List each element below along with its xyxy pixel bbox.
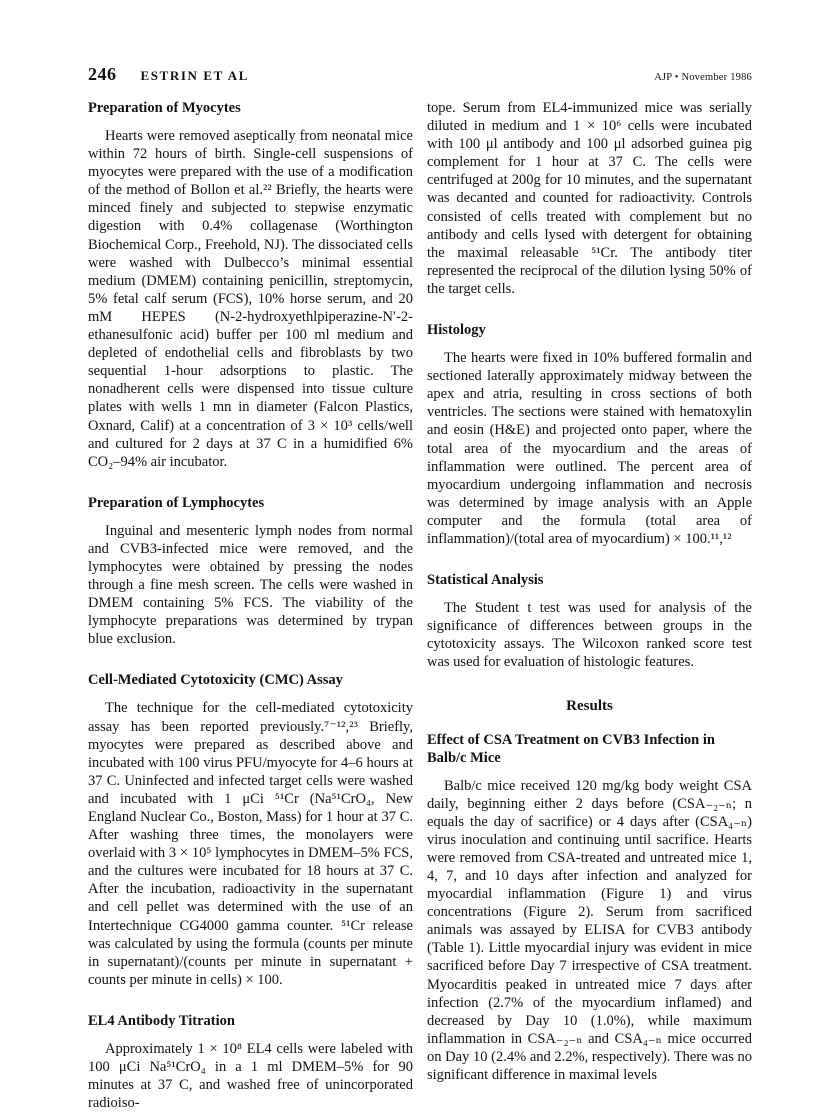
paragraph: Approximately 1 × 10⁸ EL4 cells were labeled with 100 μCi Na⁵¹CrO₄ in a 1 ml DMEM–5% for 90 minutes at 37 C, and washed free of unincorporated radioiso- <box>88 1040 413 1112</box>
section-heading: Cell-Mediated Cytotoxicity (CMC) Assay <box>88 672 343 689</box>
paragraph: The technique for the cell-mediated cytotoxicity assay has been reported previously.⁷⁻¹²,²³ Briefly, myocytes were prepared as described above and incubated with 100 virus PFU/myocyte for 4–6 hours at 37 C. Uninfected and infected target cells were washed and incubated with 1 μCi ⁵¹Cr (Na⁵¹CrO₄, New England Nuclear Co., Boston, Mass) for 1 hour at 37 C. After washing three times, the monolayers were overlaid with 3 × 10⁵ lymphocytes in DMEM–5% FCS, and the cultures were incubated for 18 hours at 37 C. After the incubation, radioactivity in the supernatant and cell pellet was determined with the use of an Intertechnique CG4000 gamma counter. ⁵¹Cr release was calculated by using the formula (counts per minute in supernatant)/(counts per minute in supernatant + counts per minute in cells) × 100. <box>88 700 413 988</box>
section-heading: EL4 Antibody Titration <box>88 1012 235 1029</box>
section-effect-of-csa-treatment <box>427 731 752 1085</box>
paragraph: Hearts were removed aseptically from neonatal mice within 72 hours of birth. Single-cell suspensions of myocytes were prepared with the use of a modification of the method of Bollon et al.²² Briefly, the hearts were minced finely and subjected to stepwise enzymatic digestion with 0.4% collagenase (Worthington Biochemical Corp., Freehold, NJ). The dissociated cells were washed with Dulbecco’s minimal essential medium (DMEM) containing penicillin, streptomycin, 5% fetal calf serum (FCS), 10% horse serum, and 20 mM HEPES (N-2-hydroxyethlpiperazine-N′-2-ethanesulfonic acid) buffer per 100 ml medium and depleted of endothelial cells and fibroblasts by two sequential 1-hour adsorptions to plastic. The nonadherent cells were dispensed into tissue culture plates with wells 1 mn in diameter (Falcon Plastics, Oxnard, Calif) at a concentration of 3 × 10³ cells/well and cultured for 2 days at 37 C in a humidified 6% CO₂–94% air incubator. <box>88 128 413 470</box>
section-statistical-analysis <box>427 571 752 671</box>
continuation-paragraph: tope. Serum from EL4-immunized mice was serially diluted in medium and 1 × 10⁶ cells were incubated with 100 μl antibody and 100 μl adsorbed guinea pig complement for 1 hour at 37 C. The cells were centrifuged at 200g for 10 minutes, and the supernatant was decanted and counted for radioactivity. Controls consisted of cells treated with complement but no antibody and cells lysed with detergent for obtaining the maximal releasable ⁵¹Cr. The antibody titer represented the reciprocal of the dilution lysing 50% of the target cells. <box>427 100 752 297</box>
running-authors: ESTRIN ET AL <box>140 68 250 83</box>
results-heading: Results <box>566 698 613 715</box>
section-cmc-assay <box>88 671 413 989</box>
section-heading: Effect of CSA Treatment on CVB3 Infection in Balb/c Mice <box>427 731 715 766</box>
page-header <box>88 64 752 85</box>
right-column <box>427 99 752 1112</box>
section-heading: Histology <box>427 322 486 339</box>
paragraph: The hearts were fixed in 10% buffered formalin and sectioned laterally approximately midway between the apex and atria, resulting in cross sections of both ventricles. The sections were stained with hematoxylin and eosin (H&E) and projected onto paper, where the total area of the myocardium and the areas of inflammation were outlined. The percent area of myocardium undergoing inflammation and necrosis was determined by image analysis with an Apple computer and the formula (total area of inflammation)/(total area of myocardium) × 100.¹¹,¹² <box>427 350 752 547</box>
section-histology <box>427 321 752 548</box>
paragraph: Inguinal and mesenteric lymph nodes from normal and CVB3-infected mice were removed, and the lymphocytes were obtained by pressing the nodes through a fine mesh screen. The cells were washed in DMEM containing 5% FCS. The viability of the lymphocyte preparations was determined by trypan blue exclusion. <box>88 522 413 648</box>
two-column-body <box>88 99 752 1112</box>
paragraph: Balb/c mice received 120 mg/kg body weight CSA daily, beginning either 2 days before (CSA₋₂₋ₙ; n equals the day of sacrifice) or 4 days after (CSA₄₋ₙ) virus inoculation and continuing until sacrifice. Hearts were removed from CSA-treated and untreated mice 1, 4, 7, and 10 days after infection and analyzed for myocardial inflammation (Figure 1) and virus concentrations (Figure 2). Serum from sacrificed animals was assayed by ELISA for CVB3 antibody (Table 1). Little myocardial injury was evident in mice sacrificed before Day 7 irrespective of CSA treatment. Myocarditis peaked in untreated mice 7 days after infection (2.7% of the myocardium inflamed) and decreased by Day 10 (1.0%), while maximum inflammation in CSA₋₂₋ₙ and CSA₄₋ₙ mice occurred on Day 10 (2.4% and 2.2%, respectively). There was no significant difference in maximal levels <box>427 777 752 1084</box>
section-preparation-of-myocytes <box>88 99 413 471</box>
journal-reference: AJP • November 1986 <box>654 72 752 83</box>
paragraph: The Student t test was used for analysis of the significance of differences between groups in the cytotoxicity assays. The Wilcoxon ranked score test was used for evaluation of histologic features. <box>427 600 752 671</box>
section-heading: Statistical Analysis <box>427 572 544 589</box>
section-heading: Preparation of Myocytes <box>88 100 241 116</box>
section-preparation-of-lymphocytes <box>88 494 413 649</box>
left-column <box>88 99 413 1112</box>
section-heading: Preparation of Lymphocytes <box>88 494 265 511</box>
page-number: 246 <box>88 64 117 84</box>
section-el4-antibody-titration <box>88 1012 413 1112</box>
